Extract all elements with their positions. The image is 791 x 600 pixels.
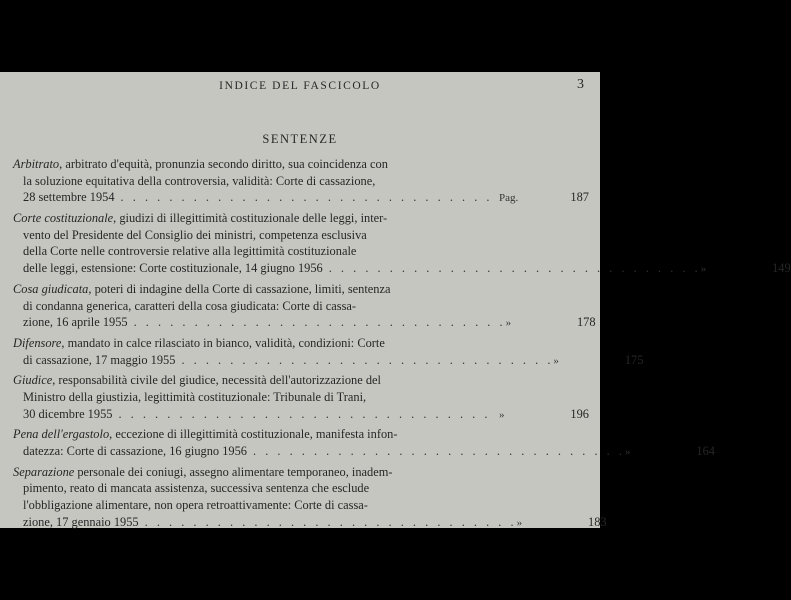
page-number: 3 — [577, 77, 584, 92]
entry-line — [13, 426, 589, 443]
page-ref-label: » — [553, 354, 559, 367]
entry-text: , eccezione di illegittimità costituzionale, manifesta infon- — [109, 427, 398, 442]
entry-line — [13, 497, 589, 514]
index-entry — [13, 426, 715, 459]
entry-line — [13, 260, 791, 277]
index-entry — [13, 156, 589, 206]
entry-text: la soluzione equitativa della controversia, validità: Corte di cassazione, — [23, 173, 376, 188]
entry-line — [13, 173, 589, 190]
index-entry — [13, 372, 589, 422]
index-entries — [13, 156, 791, 534]
entry-page-number: 183 — [588, 514, 607, 529]
entry-page-number: 187 — [570, 190, 589, 205]
entry-line — [13, 480, 589, 497]
entry-text: di condanna generica, caratteri della cosa giudicata: Corte di cassa- — [23, 298, 357, 313]
entry-line — [13, 389, 589, 406]
entry-page-number: 178 — [576, 315, 596, 330]
entry-text: pimento, reato di mancata assistenza, successiva sentenza che esclude — [23, 481, 370, 496]
page-ref-label: » — [700, 263, 707, 276]
entry-text: datezza: Corte di cassazione, 16 giugno 1956 — [23, 444, 247, 458]
index-page — [0, 72, 791, 529]
page-ref-label: » — [516, 516, 523, 529]
index-entry — [13, 335, 644, 368]
page-ref-label: » — [624, 446, 631, 458]
entry-keyword: Pena dell'ergastolo — [13, 427, 110, 442]
entry-text: , giudizi di illegittimità costituzionale delle leggi, inter- — [113, 211, 388, 226]
entry-line — [13, 514, 607, 531]
leader-dots: . . . . . . . . . . . . . . . . . . . . . . . . . . . . . . . — [328, 261, 701, 276]
entry-line — [13, 189, 589, 206]
index-entry — [13, 464, 607, 531]
entry-line — [13, 210, 589, 227]
entry-line — [13, 406, 589, 423]
entry-text: 30 dicembre 1955 — [23, 406, 113, 421]
entry-line — [13, 372, 589, 389]
section-title: SENTENZE — [262, 132, 338, 146]
entry-text: personale dei coniugi, assegno alimentare temporaneo, inadem- — [74, 464, 393, 479]
entry-text: vento del Presidente del Consiglio dei ministri, competenza esclusiva — [23, 227, 367, 242]
entry-text: zione, 16 aprile 1955 — [23, 315, 128, 330]
entry-keyword: Separazione — [13, 464, 75, 479]
entry-text: Ministro della giustizia, legittimità costituzionale: Tribunale di Trani, — [23, 389, 367, 404]
index-header-title: INDICE DEL FASCICOLO — [219, 80, 381, 92]
entry-keyword: Giudice — [13, 373, 53, 388]
page-ref-label: » — [505, 317, 512, 330]
leader-dots: . . . . . . . . . . . . . . . . . . . . . . . . . . . . . . . — [253, 444, 625, 458]
entry-text: , poteri di indagine della Corte di cassazione, limiti, sentenza — [88, 281, 391, 296]
entry-line — [13, 156, 589, 173]
entry-text: zione, 17 gennaio 1955 — [23, 514, 139, 529]
entry-line — [13, 314, 596, 331]
entry-line — [13, 335, 589, 352]
entry-keyword: Difensore — [13, 335, 62, 350]
entry-page-number: 164 — [696, 444, 715, 458]
entry-text: delle leggi, estensione: Corte costituzionale, 14 giugno 1956 — [23, 261, 323, 276]
entry-text: 28 settembre 1954 — [23, 190, 115, 205]
entry-line — [13, 227, 589, 244]
entry-page-number: 149 — [772, 261, 791, 276]
entry-keyword: Corte costituzionale — [13, 211, 114, 226]
leader-dots: . . . . . . . . . . . . . . . . . . . . . . . . . . . . . . . — [118, 406, 491, 421]
entry-line — [13, 281, 589, 298]
leader-dots: . . . . . . . . . . . . . . . . . . . . . . . . . . . . . . . — [181, 352, 554, 367]
entry-line — [13, 243, 589, 260]
leader-dots: . . . . . . . . . . . . . . . . . . . . . . . . . . . . . . . — [133, 315, 506, 330]
entry-text: l'obbligazione alimentare, non opera retroattivamente: Corte di cassa- — [23, 498, 368, 513]
entry-page-number: 175 — [624, 352, 644, 367]
index-entry — [13, 281, 596, 331]
leader-dots: . . . . . . . . . . . . . . . . . . . . . . . . . . . . . . . — [144, 514, 517, 529]
entry-text: della Corte nelle controversie relative alla legittimità costituzionale — [23, 244, 357, 259]
entry-text: , responsabilità civile del giudice, necessità dell'autorizzazione del — [52, 373, 381, 388]
entry-line — [13, 298, 589, 315]
entry-keyword: Arbitrato — [13, 157, 60, 171]
page-ref-label: Pag. — [499, 192, 519, 205]
page-ref-label: » — [499, 408, 505, 421]
entry-line — [13, 352, 644, 369]
entry-text: di cassazione, 17 maggio 1955 — [23, 352, 176, 367]
entry-text: , mandato in calce rilasciato in bianco, validità, condizioni: Corte — [61, 335, 385, 350]
leader-dots: . . . . . . . . . . . . . . . . . . . . . . . . . . . . . . . — [120, 190, 493, 205]
index-entry — [13, 210, 791, 277]
entry-line — [13, 443, 715, 460]
entry-text: , arbitrato d'equità, pronunzia secondo diritto, sua coincidenza con — [59, 157, 388, 171]
entry-page-number: 196 — [570, 406, 589, 421]
entry-keyword: Cosa giudicata — [13, 281, 89, 296]
entry-line — [13, 464, 589, 481]
